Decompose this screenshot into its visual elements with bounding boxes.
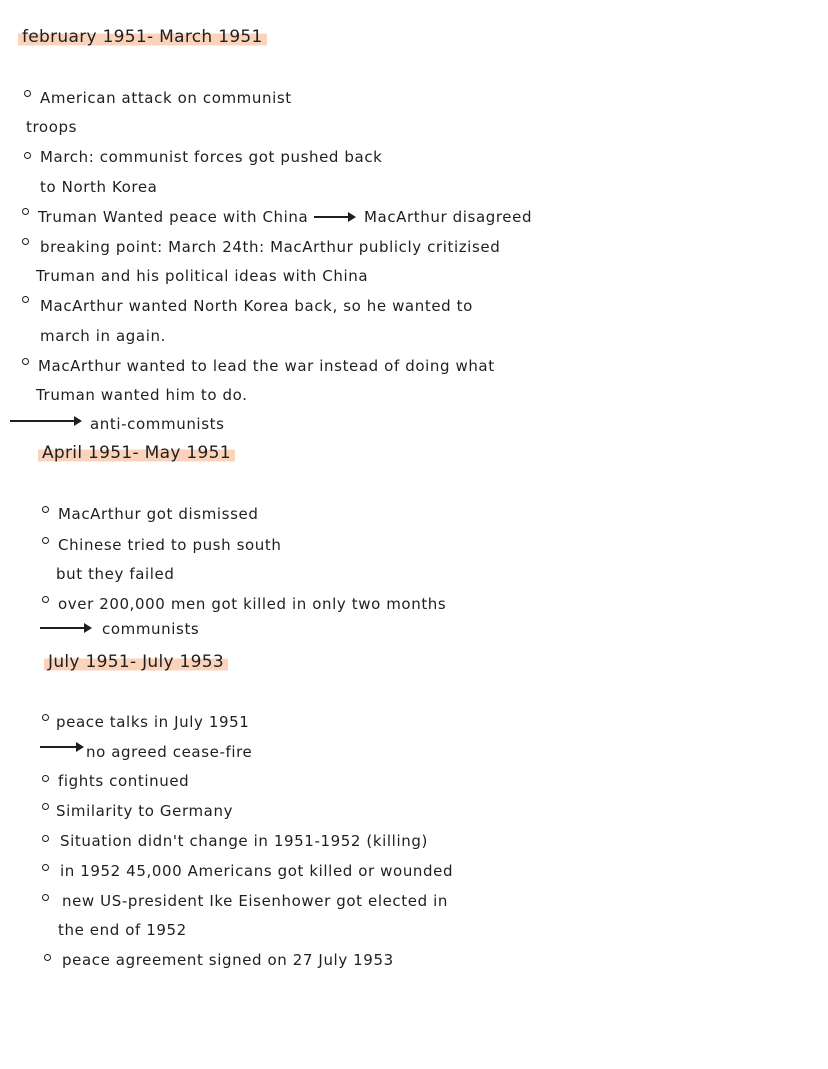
arrow-right-icon [40, 627, 90, 629]
note-line: march in again. [40, 327, 166, 345]
note-line: American attack on communist [40, 89, 292, 107]
note-line: MacArthur wanted to lead the war instead of doing what [38, 357, 495, 375]
note-line: the end of 1952 [58, 921, 187, 939]
bullet-icon [22, 238, 29, 245]
note-line: in 1952 45,000 Americans got killed or wounded [60, 862, 454, 880]
note-line: to North Korea [40, 178, 158, 196]
note-line: Truman and his political ideas with China [36, 267, 369, 285]
bullet-icon [42, 894, 49, 901]
note-line: MacArthur wanted North Korea back, so he wanted to [40, 297, 473, 315]
bullet-icon [24, 90, 31, 97]
bullet-icon [22, 296, 29, 303]
note-line: breaking point: March 24th: MacArthur publicly critizised [40, 238, 501, 256]
note-line: Similarity to Germany [56, 802, 234, 820]
bullet-icon [44, 954, 51, 961]
bullet-icon [42, 506, 49, 513]
bullet-icon [24, 152, 31, 159]
note-line: MacArthur got dismissed [58, 505, 259, 523]
note-line: Chinese tried to push south [58, 536, 282, 554]
note-line: Truman wanted him to do. [36, 386, 248, 404]
arrow-right-icon [10, 420, 80, 422]
bullet-icon [42, 714, 49, 721]
note-line: communists [102, 620, 200, 638]
bullet-icon [42, 537, 49, 544]
note-line: Situation didn't change in 1951-1952 (killing) [60, 832, 428, 850]
note-line: peace talks in July 1951 [56, 713, 250, 731]
section-heading-feb-mar-1951: february 1951- March 1951 [18, 26, 267, 48]
note-line: anti-communists [90, 415, 225, 433]
bullet-icon [22, 358, 29, 365]
note-line: peace agreement signed on 27 July 1953 [62, 951, 394, 969]
note-line: fights continued [58, 772, 190, 790]
bullet-icon [42, 835, 49, 842]
section-heading-apr-may-1951: April 1951- May 1951 [38, 442, 235, 464]
note-line: Truman Wanted peace with China [38, 208, 309, 226]
note-line: troops [26, 118, 78, 136]
bullet-icon [42, 803, 49, 810]
bullet-icon [42, 596, 49, 603]
section-heading-jul-1951-jul-1953: July 1951- July 1953 [44, 651, 228, 673]
note-line: but they failed [56, 565, 175, 583]
arrow-right-icon [314, 216, 354, 218]
bullet-icon [42, 864, 49, 871]
arrow-right-icon [40, 746, 82, 748]
bullet-icon [22, 208, 29, 215]
note-line: new US-president Ike Eisenhower got elected in [62, 892, 448, 910]
note-line: no agreed cease-fire [86, 743, 253, 761]
note-line: over 200,000 men got killed in only two months [58, 595, 447, 613]
bullet-icon [42, 775, 49, 782]
note-line: MacArthur disagreed [364, 208, 533, 226]
note-line: March: communist forces got pushed back [40, 148, 383, 166]
